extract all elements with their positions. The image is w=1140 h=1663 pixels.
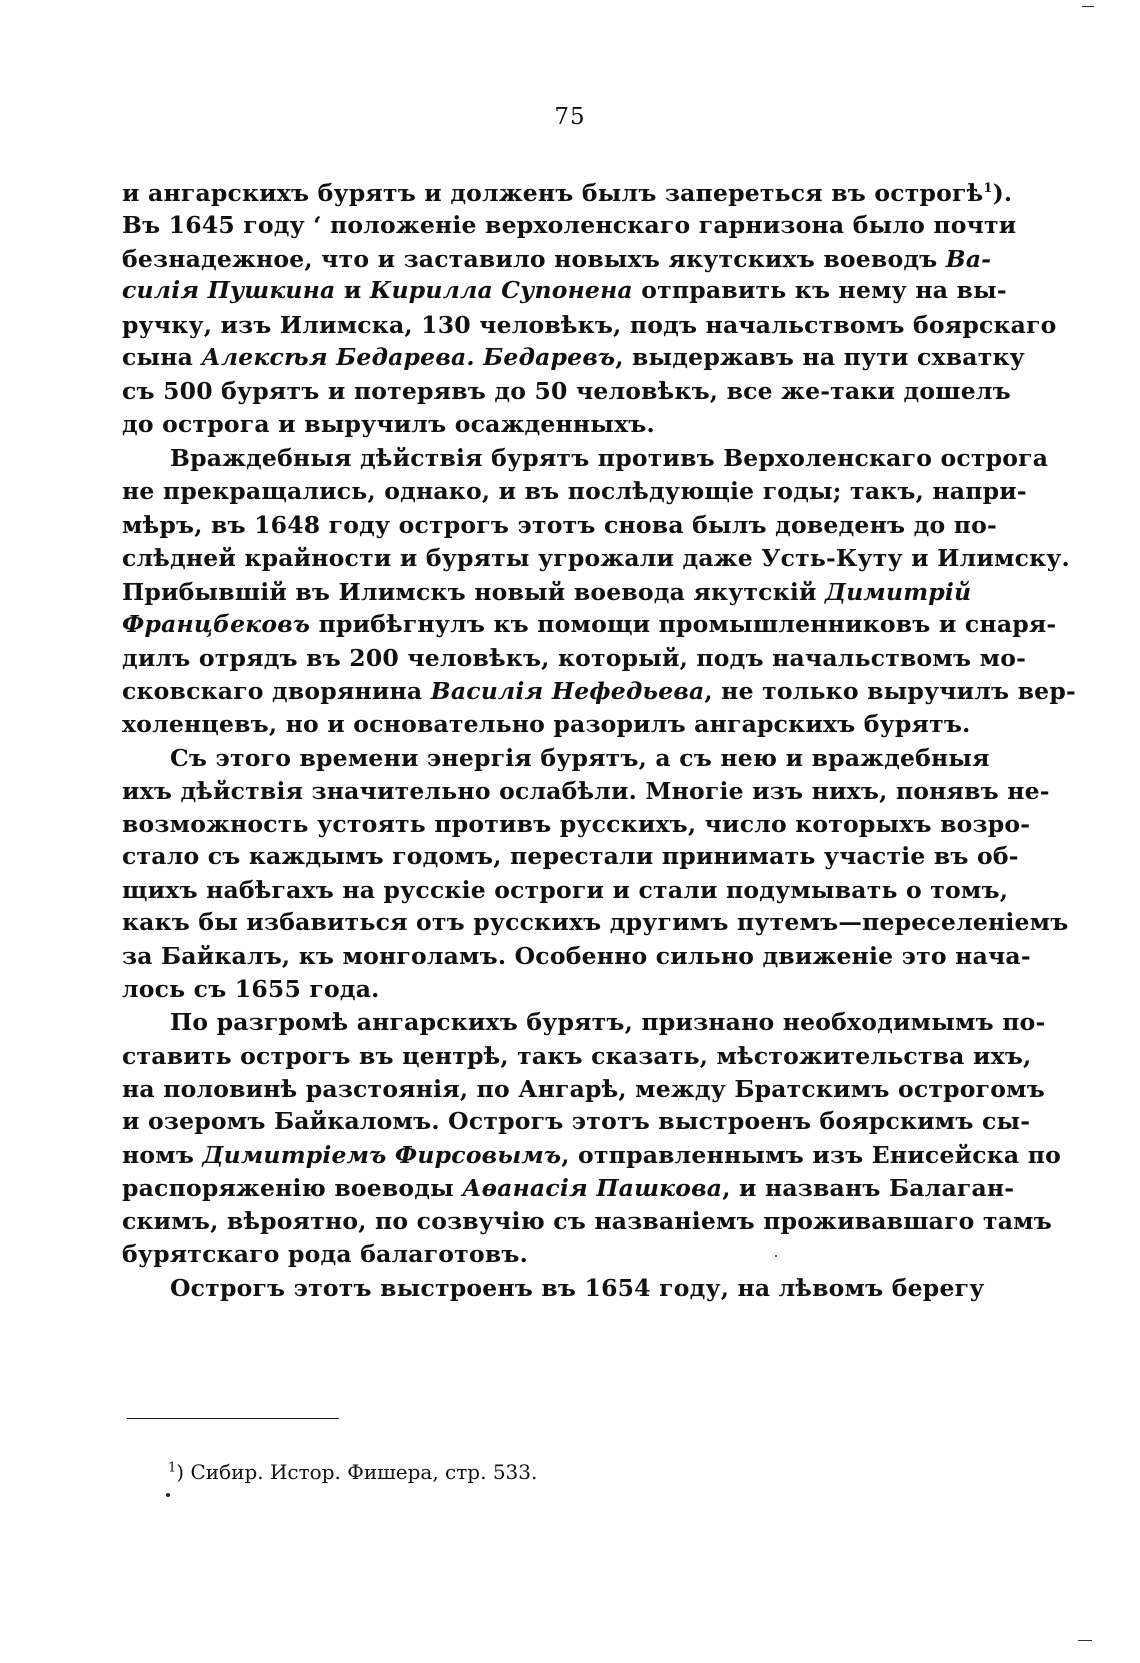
text-run: и xyxy=(335,276,370,304)
text-run: отправить къ нему на вы- xyxy=(632,276,1007,304)
text-run: и ангарскихъ бурятъ и долженъ былъ запереться въ острогѣ xyxy=(122,179,984,207)
italic-name: Димитріемъ Фирсовымъ xyxy=(202,1141,562,1169)
scan-dash xyxy=(1082,6,1094,7)
footnote-marker: 1 xyxy=(168,1460,177,1476)
text-run: не прекращались, однако, и въ послѣдующіе годы; такъ, напри- xyxy=(122,477,1027,505)
footnote xyxy=(168,1458,537,1486)
text-run: бурятскаго рода балаготовъ. xyxy=(122,1240,528,1268)
text-run: , и названъ Балаган- xyxy=(722,1174,1015,1202)
text-run: на половинѣ разстоянія, по Ангарѣ, между Братскимъ острогомъ xyxy=(122,1075,1045,1103)
text-run: распоряженію воеводы xyxy=(122,1174,463,1202)
footnote-text: ) Сибир. Истор. Фишера, стр. 533. xyxy=(176,1460,538,1484)
text-line xyxy=(122,1071,1045,1107)
scan-speck xyxy=(166,1493,170,1497)
text-run: Въ 1645 году ‘ положеніе верхоленскаго гарнизона было почти xyxy=(122,211,1017,239)
text-line xyxy=(122,938,1031,974)
text-run: скимъ, вѣроятно, по созвучію съ названіемъ проживавшаго тамъ xyxy=(122,1207,1052,1235)
text-run: сковскаго дворянина xyxy=(122,677,431,705)
text-run: номъ xyxy=(122,1141,203,1169)
text-run: щихъ набѣгахъ на русскіе остроги и стали подумывать о томъ, xyxy=(122,876,1009,904)
italic-name: Аѳанасія Пашкова xyxy=(462,1174,723,1202)
text-run: Острогъ этотъ выстроенъ въ 1654 году, на лѣвомъ берегу xyxy=(170,1274,985,1302)
text-run: прибѣгнулъ къ помощи промышленниковъ и снаря- xyxy=(310,610,1057,638)
text-run: , выдержавъ на пути схватку xyxy=(615,343,1025,371)
text-run: съ 500 бурятъ и потерявъ до 50 человѣкъ, все же-таки дошелъ xyxy=(122,377,1011,405)
text-run: стало съ каждымъ годомъ, перестали принимать участіе въ об- xyxy=(122,842,1019,870)
text-run: до острога и выручилъ осажденныхъ. xyxy=(122,410,655,438)
text-run: Враждебныя дѣйствія бурятъ противъ Верхоленскаго острога xyxy=(170,444,1049,472)
text-run: лось съ 1655 года. xyxy=(122,975,380,1003)
text-run: за Байкалъ, къ монголамъ. Особенно сильно движеніе это нача- xyxy=(122,942,1031,970)
text-line xyxy=(122,773,1050,809)
text-line xyxy=(122,673,1076,709)
text-line xyxy=(122,706,970,742)
text-run: ихъ дѣйствія значительно ослабѣли. Многіе изъ нихъ, понявъ не- xyxy=(122,777,1050,805)
italic-name: Кирилла Супонена xyxy=(369,276,633,304)
text-line xyxy=(170,1270,985,1306)
text-line xyxy=(122,473,1027,509)
text-line xyxy=(122,806,1031,842)
italic-name: силія Пушкина xyxy=(122,276,336,304)
text-run: сына xyxy=(122,343,202,371)
text-line xyxy=(122,1170,1015,1206)
text-run: По разгромѣ ангарскихъ бурятъ, признано необходимымъ по- xyxy=(170,1008,1046,1036)
text-run: , не только выручилъ вер- xyxy=(704,677,1076,705)
page-number: 75 xyxy=(554,104,586,130)
text-run: дилъ отрядъ въ 200 человѣкъ, который, подъ начальствомъ мо- xyxy=(122,644,1027,672)
footnote-reference: 1 xyxy=(983,181,993,197)
text-line xyxy=(170,440,1049,476)
text-line xyxy=(122,406,970,442)
text-line xyxy=(122,838,1019,874)
text-run: , отправленнымъ изъ Енисейска по xyxy=(561,1141,1061,1169)
scan-dash xyxy=(1078,1640,1092,1641)
text-line xyxy=(122,207,1017,243)
text-run: безнадежное, что и заставило новыхъ якутскихъ воеводъ xyxy=(122,245,946,273)
text-line xyxy=(122,872,1009,908)
text-run: слѣдней крайности и буряты угрожали даже Усть-Куту и Илимску. xyxy=(122,544,1070,572)
text-run: какъ бы избавиться отъ русскихъ другимъ путемъ—переселеніемъ xyxy=(122,908,1069,936)
text-run: ). xyxy=(992,179,1013,207)
text-line xyxy=(122,175,1013,211)
footnote-rule xyxy=(127,1418,339,1419)
text-line xyxy=(122,1137,1061,1173)
text-run: Съ этого времени энергія бурятъ, а съ нею и враждебныя xyxy=(170,744,990,772)
text-run: холенцевъ, но и основательно разорилъ ангарскихъ бурятъ. xyxy=(122,710,971,738)
text-line xyxy=(122,373,1011,409)
text-line xyxy=(122,1236,970,1272)
text-line xyxy=(122,971,970,1007)
text-line xyxy=(122,307,1057,343)
text-run: и озеромъ Байкаломъ. Острогъ этотъ выстроенъ боярскимъ сы- xyxy=(122,1107,1031,1135)
text-run: ручку, изъ Илимска, 130 человѣкъ, подъ начальствомъ боярскаго xyxy=(122,311,1057,339)
text-run: Прибывшій въ Илимскъ новый воевода якутскій xyxy=(122,578,826,606)
italic-name: Василія Нефедьева xyxy=(430,677,705,705)
text-run: возможность устоять противъ русскихъ, число которыхъ возро- xyxy=(122,810,1031,838)
text-line xyxy=(122,574,970,610)
text-line xyxy=(122,540,1070,576)
text-run: ставить острогъ въ центрѣ, такъ сказать, мѣстожительства ихъ, xyxy=(122,1042,1032,1070)
italic-name: Димитрій xyxy=(825,578,972,606)
text-line xyxy=(122,640,1027,676)
text-line xyxy=(170,740,990,776)
text-line xyxy=(122,507,997,543)
text-run: мѣръ, въ 1648 году острогъ этотъ снова былъ доведенъ до по- xyxy=(122,511,997,539)
text-line xyxy=(122,272,1007,308)
text-line xyxy=(122,1038,1032,1074)
italic-name: Ва- xyxy=(945,245,992,273)
text-line xyxy=(122,1203,1052,1239)
scan-speck xyxy=(775,1255,777,1257)
italic-name: Алексѣя Бедарева. Бедаревъ xyxy=(201,343,616,371)
italic-name: Францбековъ xyxy=(122,610,311,638)
text-line xyxy=(122,1103,1031,1139)
text-line xyxy=(122,904,1069,940)
text-line xyxy=(122,606,1057,642)
text-line xyxy=(170,1004,1046,1040)
text-line xyxy=(122,339,1025,375)
